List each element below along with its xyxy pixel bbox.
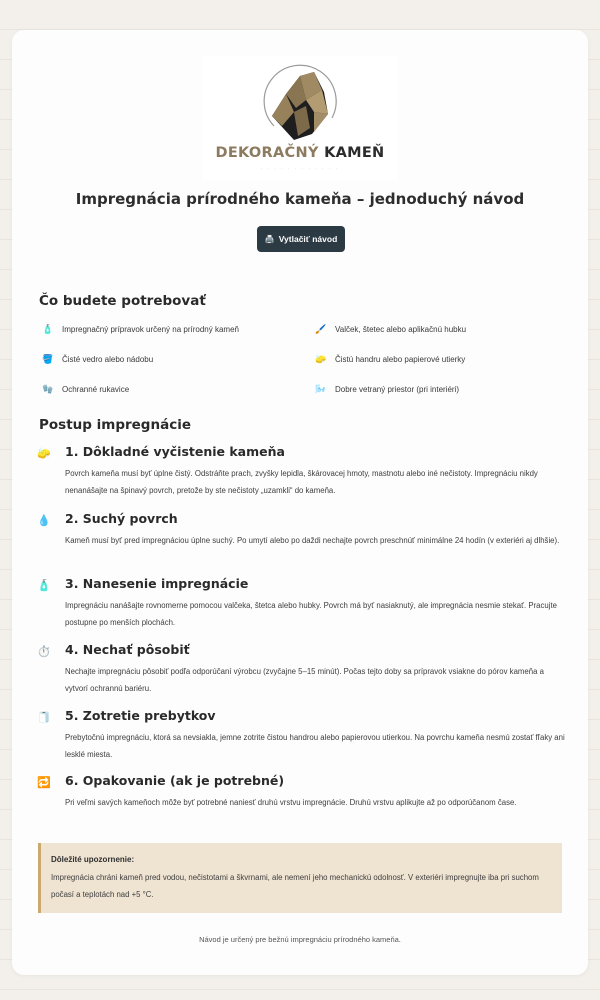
sponge-icon: 🧽 xyxy=(37,448,51,460)
needs-heading: Čo budete potrebovať xyxy=(39,293,206,309)
brand-tagline: · · · · · · · · · · · · xyxy=(260,166,340,171)
brand-name xyxy=(202,145,398,161)
repeat-icon: 🔁 xyxy=(37,777,51,789)
step-title: 2. Suchý povrch xyxy=(65,511,178,526)
list-item xyxy=(39,320,312,338)
stone-logo-icon xyxy=(202,56,398,146)
printer-icon: 🖨️ xyxy=(264,234,275,244)
important-notice xyxy=(38,843,562,913)
print-guide-button[interactable] xyxy=(257,226,345,252)
list-item xyxy=(312,350,579,368)
sponge-icon: 🧽 xyxy=(315,353,327,364)
list-item xyxy=(39,380,312,398)
step-text: Povrch kameňa musí byť úplne čistý. Odstráňte prach, zvyšky lepidla, škárovacej hmoty, mastnotu alebo iné nečistoty. Impregnáciu nikdy nenanášajte na špinavý povrch, pretože by ste nečistoty „uzamkli“ do kameňa. xyxy=(65,469,538,495)
step-title: 3. Nanesenie impregnácie xyxy=(65,576,249,591)
brand-name-part2: KAMEŇ xyxy=(324,145,385,161)
guide-card xyxy=(12,30,588,975)
needs-list xyxy=(39,320,579,398)
step-text: Kameň musí byť pred impregnáciou úplne suchý. Po umytí alebo po daždi nechajte povrch preschnúť minimálne 24 hodín (v exteriéri aj dlhšie). xyxy=(65,536,560,545)
need-label: Čisté vedro alebo nádobu xyxy=(62,354,154,364)
lotion-bottle-icon: 🧴 xyxy=(37,580,51,592)
step-text: Prebytočnú impregnáciu, ktorá sa nevsiakla, jemne zotrite čistou handrou alebo papierovou utierkou. Na povrchu kameňa nesmú zostať fľaky ani lesklé miesta. xyxy=(65,733,565,759)
paper-roll-icon: 🧻 xyxy=(37,712,51,724)
step-text: Nechajte impregnáciu pôsobiť podľa odporúčaní výrobcu (zvyčajne 5–15 minút). Počas tejto doby sa prípravok vsiakne do pórov kameňa a vytvorí ochrannú bariéru. xyxy=(65,667,544,693)
procedure-heading: Postup impregnácie xyxy=(39,417,191,433)
droplet-icon: 💧 xyxy=(37,515,51,527)
notice-text: Impregnácia chráni kameň pred vodou, nečistotami a škvrnami, ale nemení jeho mechanickú odolnosť. V exteriéri impregnujte iba pri suchom počasí a teplotách nad +5 °C. xyxy=(51,873,539,899)
list-item xyxy=(39,350,312,368)
need-label: Ochranné rukavice xyxy=(62,384,130,394)
need-label: Impregnačný prípravok určený na prírodný kameň xyxy=(62,324,239,334)
need-label: Čistú handru alebo papierové utierky xyxy=(335,354,466,364)
step-title: 5. Zotretie prebytkov xyxy=(65,708,216,723)
print-guide-button-label: Vytlačiť návod xyxy=(278,234,338,244)
notice-title: Dôležité upozornenie: xyxy=(51,855,135,864)
step-title: 6. Opakovanie (ak je potrebné) xyxy=(65,773,285,788)
step-text: Impregnáciu nanášajte rovnomerne pomocou valčeka, štetca alebo hubky. Povrch má byť nasiaknutý, ale impregnácia nesmie stekať. Pracujte postupne po menších plochách. xyxy=(65,601,557,627)
lotion-bottle-icon: 🧴 xyxy=(42,323,54,334)
brand-name-part1: DEKORAČNÝ xyxy=(215,145,325,161)
paintbrush-icon: 🖌️ xyxy=(315,323,327,334)
footer-note: Návod je určený pre bežnú impregnáciu prírodného kameňa. xyxy=(199,935,401,944)
step-title: 1. Dôkladné vyčistenie kameňa xyxy=(65,444,285,459)
list-item xyxy=(312,320,579,338)
page-title: Impregnácia prírodného kameňa – jednoduchý návod xyxy=(75,190,525,208)
gloves-icon: 🧤 xyxy=(42,383,54,394)
stopwatch-icon: ⏱️ xyxy=(37,646,51,658)
need-label: Dobre vetraný priestor (pri interiéri) xyxy=(335,384,460,394)
list-item xyxy=(312,380,579,398)
need-label: Valček, štetec alebo aplikačnú hubku xyxy=(335,324,467,334)
bucket-icon: 🪣 xyxy=(42,353,54,364)
company-logo xyxy=(202,56,398,180)
step-title: 4. Nechať pôsobiť xyxy=(65,642,190,657)
wind-icon: 🌬️ xyxy=(315,383,327,394)
step-text: Pri veľmi savých kameňoch môže byť potrebné naniesť druhú vrstvu impregnácie. Druhú vrstvu aplikujte až po odporúčanom čase. xyxy=(65,798,517,807)
